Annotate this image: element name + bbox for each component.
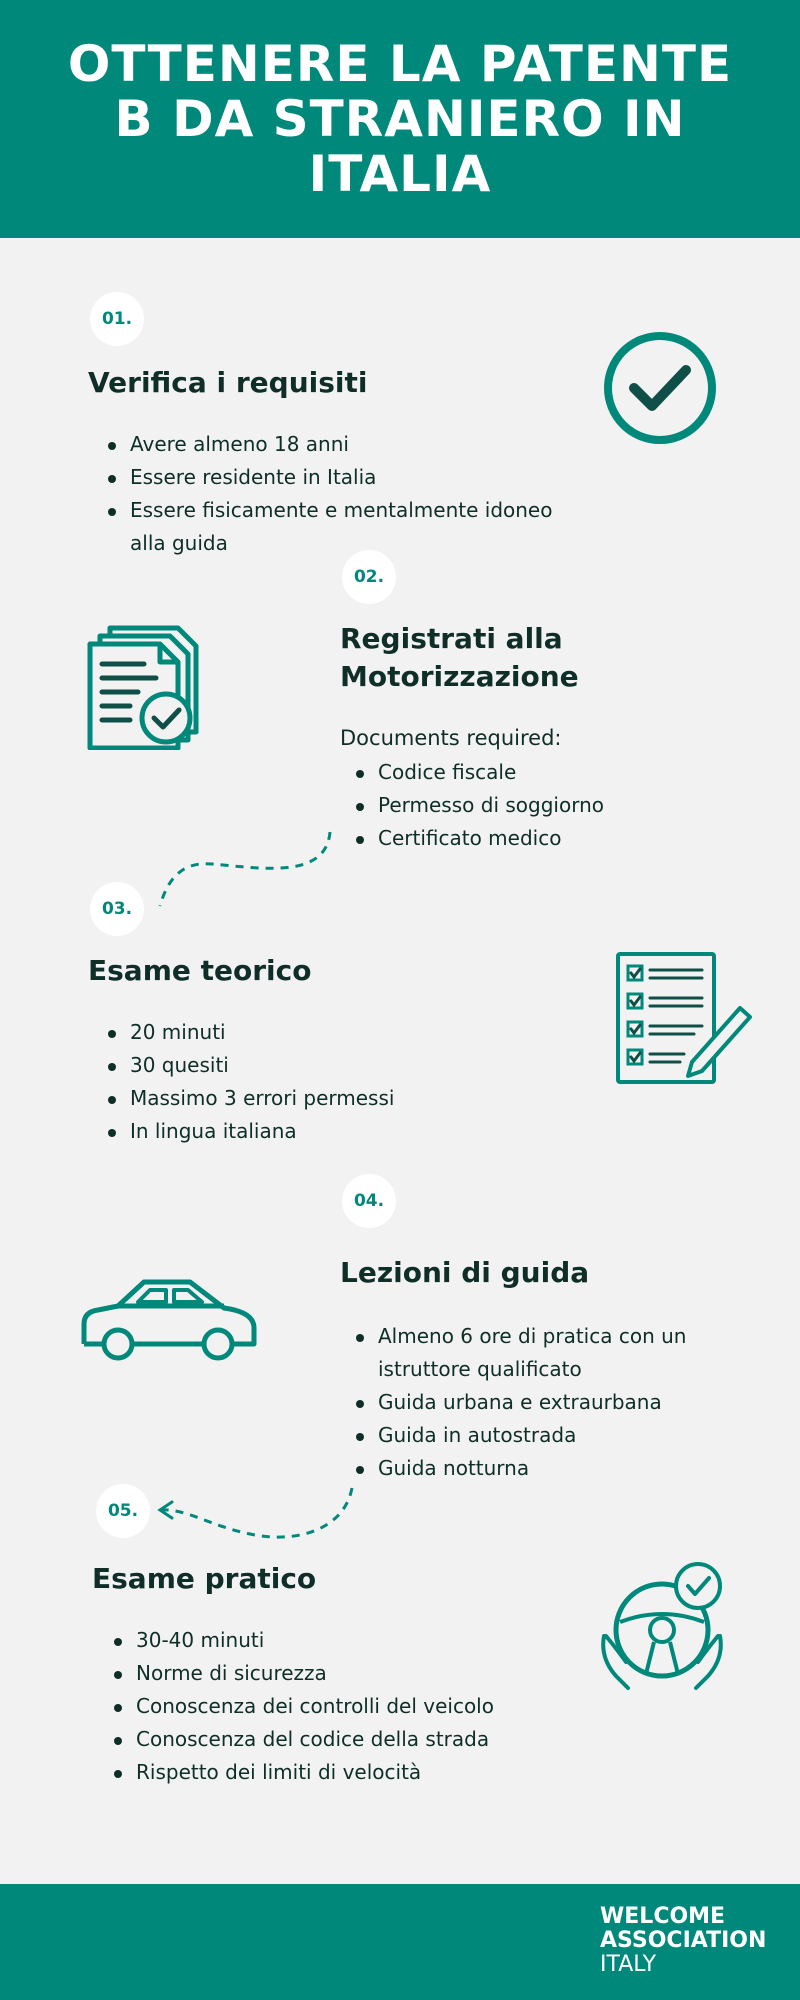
list-item: Almeno 6 ore di pratica con un istruttore qualificato	[352, 1320, 732, 1386]
list-item: Norme di sicurezza	[110, 1657, 570, 1690]
list-item: Conoscenza del codice della strada	[110, 1723, 570, 1756]
list-item: Certificato medico	[352, 822, 732, 855]
step-lead-2: Documents required:	[340, 726, 562, 750]
step-number-2: 02.	[342, 550, 396, 604]
list-item: Rispetto dei limiti di velocità	[110, 1756, 570, 1789]
list-item: Massimo 3 errori permessi	[104, 1082, 524, 1115]
page-title: OTTENERE LA PATENTE B DA STRANIERO IN ITALIA	[67, 34, 733, 203]
list-item: Essere fisicamente e mentalmente idoneo alla guida	[104, 494, 564, 560]
car-icon	[78, 1272, 260, 1366]
list-item: 20 minuti	[104, 1016, 524, 1049]
checklist-pencil-icon	[614, 950, 754, 1086]
list-item: Guida notturna	[352, 1452, 732, 1485]
step-title-5: Esame pratico	[92, 1562, 317, 1595]
step-number-3: 03.	[90, 882, 144, 936]
brand-line-2: ASSOCIATION	[600, 1928, 767, 1953]
list-item: 30-40 minuti	[110, 1624, 570, 1657]
step-list-3	[104, 1016, 524, 1148]
list-item: Guida urbana e extraurbana	[352, 1386, 732, 1419]
list-item: Guida in autostrada	[352, 1419, 732, 1452]
step-title-2: Registrati alla Motorizzazione	[340, 622, 579, 693]
list-item: Avere almeno 18 anni	[104, 428, 564, 461]
step-list-4	[352, 1320, 732, 1485]
list-item: Conoscenza dei controlli del veicolo	[110, 1690, 570, 1723]
list-item: Essere residente in Italia	[104, 461, 564, 494]
brand-line-3: ITALY	[600, 1952, 657, 1977]
step-title-1: Verifica i requisiti	[88, 366, 368, 399]
list-item: Permesso di soggiorno	[352, 789, 732, 822]
step-number-5: 05.	[96, 1484, 150, 1538]
step-number-1: 01.	[90, 292, 144, 346]
step-number-4: 04.	[342, 1174, 396, 1228]
brand-line-1: WELCOME	[600, 1904, 726, 1929]
list-item: 30 quesiti	[104, 1049, 524, 1082]
step-title-4: Lezioni di guida	[340, 1256, 590, 1289]
step-list-5	[110, 1624, 570, 1789]
brand-logo	[600, 1905, 766, 1977]
step-title-3: Esame teorico	[88, 954, 312, 987]
steering-wheel-icon	[596, 1558, 728, 1692]
list-item: Codice fiscale	[352, 756, 732, 789]
list-item: In lingua italiana	[104, 1115, 524, 1148]
